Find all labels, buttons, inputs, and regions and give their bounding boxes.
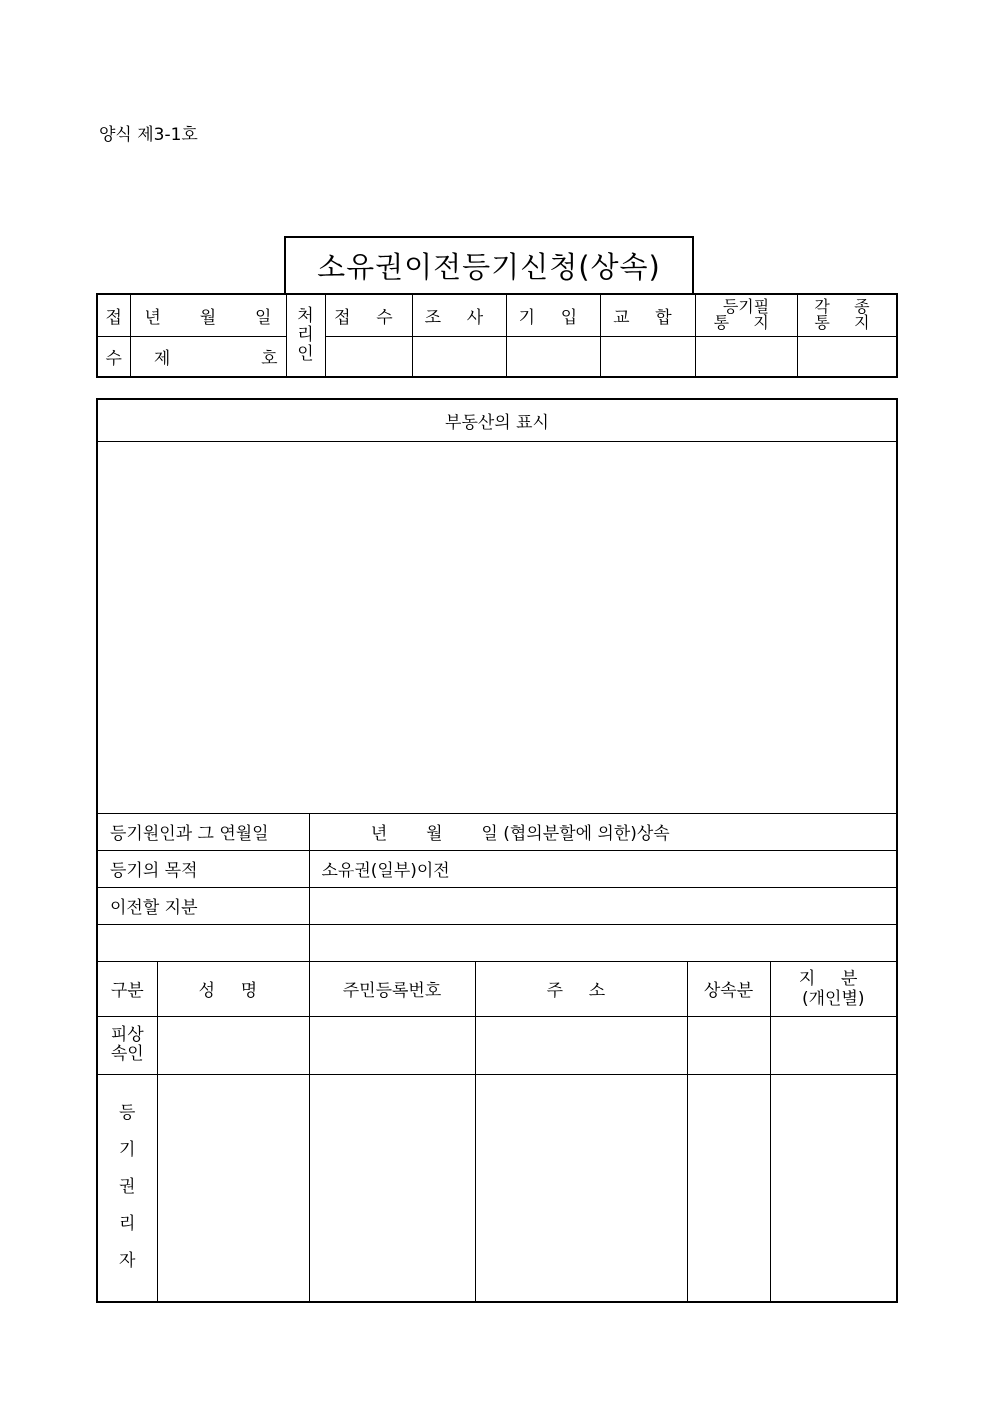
cause-text: (협의분할에 의한)상속 xyxy=(503,824,670,844)
share-value[interactable] xyxy=(309,887,897,924)
reception-number-cell xyxy=(130,336,286,377)
processing-table xyxy=(96,293,898,378)
right-holder-label xyxy=(97,1074,157,1302)
right-holder-char: 리 xyxy=(119,1214,136,1235)
col-reception: 접 수 xyxy=(325,294,412,336)
col-entry: 기 입 xyxy=(506,294,600,336)
header-name: 성 명 xyxy=(157,961,309,1016)
reception-month: 월 xyxy=(199,307,217,328)
decedent-label-bottom: 속인 xyxy=(110,1044,144,1064)
right-holder-char: 기 xyxy=(119,1140,136,1161)
right-holder-name-cell[interactable] xyxy=(157,1074,309,1302)
entry-entry-cell[interactable] xyxy=(506,336,600,377)
decedent-name-cell[interactable] xyxy=(157,1016,309,1074)
header-share-bottom: (개인별) xyxy=(801,988,865,1009)
right-holder-address-cell[interactable] xyxy=(475,1074,687,1302)
cause-day: 일 xyxy=(481,824,498,844)
header-rrn: 주민등록번호 xyxy=(309,961,475,1016)
right-holder-char: 자 xyxy=(119,1251,136,1272)
cause-value[interactable] xyxy=(309,813,897,850)
entry-various-notice-cell[interactable] xyxy=(797,336,897,377)
right-holder-inheritance-cell[interactable] xyxy=(687,1074,770,1302)
col-various-notice xyxy=(797,294,897,336)
property-header: 부동산의 표시 xyxy=(97,399,897,441)
decedent-label xyxy=(97,1016,157,1074)
cause-month: 월 xyxy=(426,824,443,844)
property-description-area[interactable] xyxy=(97,441,897,813)
header-share-top: 지 분 xyxy=(798,968,868,989)
reception-number-suffix: 호 xyxy=(261,348,278,369)
reception-number-prefix: 제 xyxy=(153,348,171,369)
entry-reception-cell[interactable] xyxy=(325,336,412,377)
various-notice-bottom: 통 지 xyxy=(814,313,880,333)
header-category: 구분 xyxy=(97,961,157,1016)
header-share xyxy=(770,961,897,1016)
completion-notice-top: 등기필 xyxy=(722,297,770,317)
decedent-address-cell[interactable] xyxy=(475,1016,687,1074)
cause-label: 등기원인과 그 연월일 xyxy=(97,813,309,850)
processor-char: 리 xyxy=(297,325,314,345)
reception-side-top: 접 xyxy=(97,294,130,336)
completion-notice-bottom: 통 지 xyxy=(713,313,779,333)
reception-year: 년 xyxy=(144,307,161,328)
col-completion-notice xyxy=(695,294,797,336)
entry-review-cell[interactable] xyxy=(412,336,506,377)
blank-value-cell[interactable] xyxy=(309,924,897,961)
right-holder-char: 등 xyxy=(119,1103,136,1124)
header-inheritance-share: 상속분 xyxy=(687,961,770,1016)
processor-char: 처 xyxy=(297,306,314,326)
decedent-inheritance-cell[interactable] xyxy=(687,1016,770,1074)
form-number: 양식 제3-1호 xyxy=(99,125,198,145)
cause-year: 년 xyxy=(370,824,388,844)
purpose-value[interactable]: 소유권(일부)이전 xyxy=(309,850,897,887)
right-holder-share-cell[interactable] xyxy=(770,1074,897,1302)
share-label: 이전할 지분 xyxy=(97,887,309,924)
reception-date-cell xyxy=(130,294,286,336)
processor-label xyxy=(286,294,325,377)
decedent-label-top: 피상 xyxy=(110,1025,144,1045)
blank-label-cell xyxy=(97,924,309,961)
processor-char: 인 xyxy=(297,344,314,364)
decedent-share-cell[interactable] xyxy=(770,1016,897,1074)
right-holder-rrn-cell[interactable] xyxy=(309,1074,475,1302)
col-review: 조 사 xyxy=(412,294,506,336)
main-table xyxy=(96,398,898,1303)
reception-day: 일 xyxy=(255,307,272,328)
purpose-label: 등기의 목적 xyxy=(97,850,309,887)
entry-completion-notice-cell[interactable] xyxy=(695,336,797,377)
form-title: 소유권이전등기신청(상속) xyxy=(284,236,694,293)
entry-collation-cell[interactable] xyxy=(600,336,695,377)
header-address: 주 소 xyxy=(475,961,687,1016)
right-holder-char: 권 xyxy=(119,1177,136,1198)
reception-side-bottom: 수 xyxy=(97,336,130,377)
various-notice-top: 각 종 xyxy=(814,297,880,317)
decedent-rrn-cell[interactable] xyxy=(309,1016,475,1074)
col-collation: 교 합 xyxy=(600,294,695,336)
